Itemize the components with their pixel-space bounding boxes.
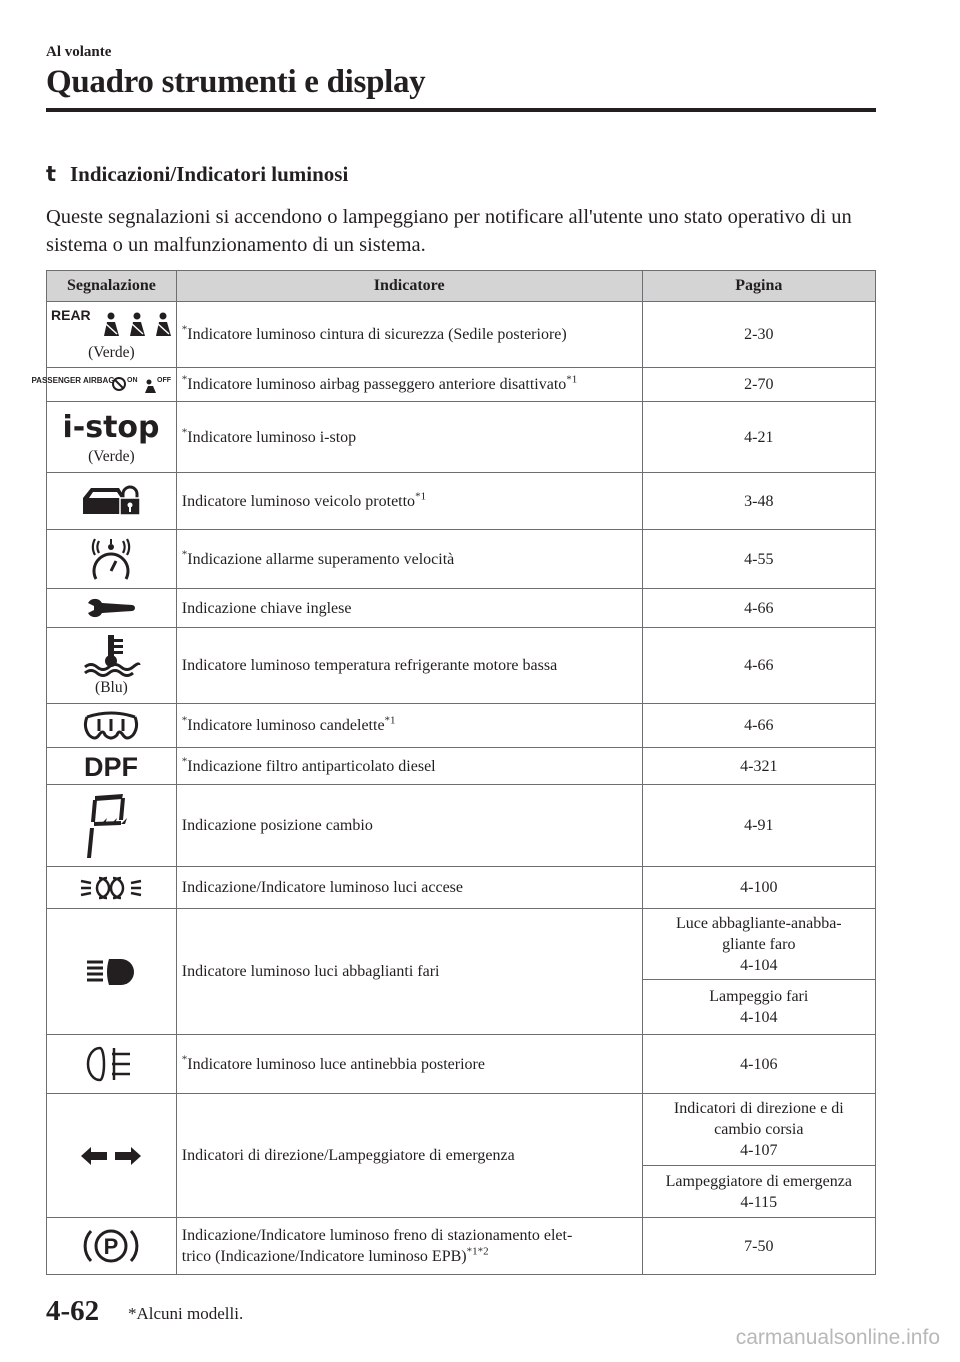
low-coolant-temperature-icon <box>81 633 141 675</box>
indicator-cell: Indicatore luminoso veicolo protetto$^{*1}$ <box>176 473 642 530</box>
icon-cell <box>47 530 177 589</box>
lights-on-icon <box>79 875 143 901</box>
indicator-cell: Indicatore luminoso temperatura refrigerante motore bassa <box>176 628 642 704</box>
watermark: carmanualsonline.info <box>735 1326 940 1349</box>
speed-alarm-icon <box>86 537 136 581</box>
glow-plug-icon <box>81 711 141 741</box>
table-row <box>47 368 876 402</box>
page-cell: 4-55 <box>642 530 875 589</box>
page-cell: 4-21 <box>642 402 875 473</box>
page-cell: 4-100 <box>642 867 875 909</box>
vehicle-security-icon <box>79 484 143 518</box>
page-cell: 7-50 <box>642 1218 875 1275</box>
icon-cell <box>47 867 177 909</box>
table-row <box>47 1035 876 1094</box>
gear-position-icon <box>81 792 141 860</box>
indicator-cell: Indicazione/Indicatore luminoso freno di stazionamento elet- trico (Indicazione/Indicatore luminoso EPB)$^{*1*2}$ <box>176 1218 642 1275</box>
table-row <box>47 704 876 748</box>
icon-caption: (Verde) <box>88 447 135 465</box>
table-row <box>47 909 876 980</box>
page-title: Quadro strumenti e display <box>46 64 426 100</box>
icon-label-p: P <box>104 1234 119 1259</box>
dpf-icon <box>71 752 151 782</box>
table-header-row <box>47 271 876 302</box>
intro-paragraph: Queste segnalazioni si accendono o lampeggiano per notificare all'utente uno stato operativo di un sistema o un malfunzionamento di un sistema. <box>46 206 852 256</box>
indicator-cell: Indicazione chiave inglese <box>176 589 642 628</box>
icon-cell <box>47 1218 177 1275</box>
icon-caption: (Blu) <box>95 679 128 696</box>
page-cell: 4-66 <box>642 589 875 628</box>
page-number: 4-62 <box>46 1295 100 1327</box>
icon-label-on: ON <box>127 376 138 384</box>
page-cell: 4-66 <box>642 628 875 704</box>
page-cell: 2-30 <box>642 302 875 368</box>
indicator-cell: Indicazione/Indicatore luminoso luci accese <box>176 867 642 909</box>
subsection-title: Indicazioni/Indicatori luminosi <box>70 162 349 186</box>
icon-cell <box>47 909 177 1035</box>
table-row <box>47 785 876 867</box>
turn-signal-icon <box>79 1145 143 1167</box>
indicators-table <box>31 270 876 1275</box>
indicator-cell: Indicatori di direzione/Lampeggiatore di emergenza <box>176 1094 642 1218</box>
icon-cell <box>47 628 177 704</box>
page-cell: 4-91 <box>642 785 875 867</box>
rear-seatbelt-icon <box>49 306 173 340</box>
high-beam-icon <box>83 957 139 987</box>
page-cell: Lampeggio fari 4-104 <box>642 980 875 1035</box>
table-row <box>47 1218 876 1275</box>
header-indicatore: Indicatore <box>176 271 642 302</box>
icon-label-rear: REAR <box>51 307 92 323</box>
footnote: *Alcuni modelli. <box>128 1304 244 1323</box>
rear-fog-light-icon <box>86 1044 136 1084</box>
indicator-cell: *Indicatore luminoso cintura di sicurezza (Sedile posteriore) <box>176 302 642 368</box>
indicator-cell: *Indicazione allarme superamento velocità <box>176 530 642 589</box>
indicator-cell: Indicatore luminoso luci abbaglianti fari <box>176 909 642 1035</box>
table-row <box>47 473 876 530</box>
subsection-heading <box>46 162 348 187</box>
indicator-cell: *Indicazione filtro antiparticolato diesel <box>176 748 642 785</box>
icon-cell <box>47 1094 177 1218</box>
icon-cell <box>47 589 177 628</box>
page-cell: 4-66 <box>642 704 875 748</box>
indicator-cell: *Indicatore luminoso airbag passeggero anteriore disattivato$^{*1}$ <box>176 368 642 402</box>
indicator-cell: *Indicatore luminoso candelette$^{*1}$ <box>176 704 642 748</box>
icon-label-dpf: DPF <box>84 752 139 782</box>
icon-cell <box>47 1035 177 1094</box>
table-row <box>47 589 876 628</box>
icon-cell <box>47 402 177 473</box>
icon-cell <box>47 704 177 748</box>
header-pagina: Pagina <box>642 271 875 302</box>
icon-cell <box>47 785 177 867</box>
icon-cell <box>47 473 177 530</box>
table-row <box>47 748 876 785</box>
icon-caption: (Verde) <box>88 344 135 361</box>
wrench-icon <box>86 597 136 619</box>
table-row <box>47 867 876 909</box>
icon-label-istop: i-stop <box>62 409 160 445</box>
subsection-marker: t <box>46 162 57 186</box>
table-row <box>47 530 876 589</box>
indicator-cell: *Indicatore luminoso i-stop <box>176 402 642 473</box>
table-row <box>47 302 876 368</box>
page-cell: Luce abbagliante-anabba- gliante faro 4-104 <box>642 909 875 980</box>
table-row <box>47 1094 876 1166</box>
page-cell: 4-106 <box>642 1035 875 1094</box>
header-segnalazione: Segnalazione <box>47 271 177 302</box>
passenger-airbag-off-icon <box>31 373 173 397</box>
table-row <box>47 628 876 704</box>
icon-cell <box>47 748 177 785</box>
indicator-cell: Indicazione posizione cambio <box>176 785 642 867</box>
icon-label-off: OFF <box>157 376 172 384</box>
table-row <box>47 402 876 473</box>
i-stop-icon <box>62 408 160 445</box>
indicator-cell: *Indicatore luminoso luce antinebbia posteriore <box>176 1035 642 1094</box>
page-cell: 2-70 <box>642 368 875 402</box>
icon-label-passenger: PASSENGER AIRBAG <box>31 375 115 385</box>
title-rule <box>46 108 876 112</box>
page-cell: Lampeggiatore di emergenza 4-115 <box>642 1166 875 1218</box>
section-label: Al volante <box>46 44 112 60</box>
page-cell: 3-48 <box>642 473 875 530</box>
page-cell: Indicatori di direzione e di cambio corsia 4-107 <box>642 1094 875 1166</box>
epb-icon <box>79 1224 143 1268</box>
icon-cell <box>31 368 177 402</box>
page-cell: 4-321 <box>642 748 875 785</box>
icon-cell <box>47 302 177 368</box>
